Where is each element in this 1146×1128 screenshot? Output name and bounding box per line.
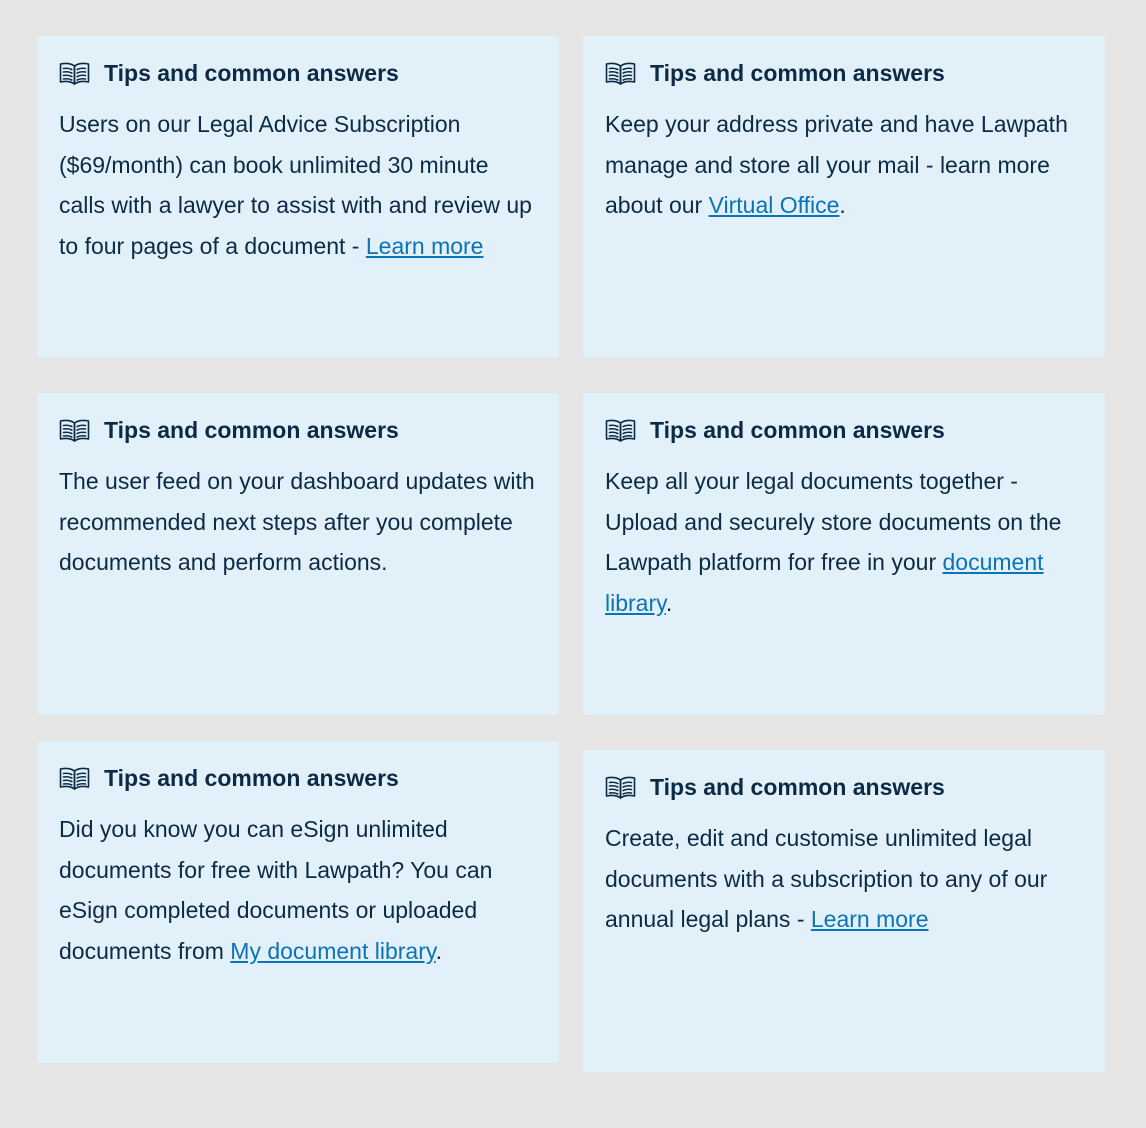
card-title: Tips and common answers xyxy=(650,417,945,443)
card-text-suffix: . xyxy=(839,192,846,218)
card-title: Tips and common answers xyxy=(104,765,399,791)
open-book-icon xyxy=(605,775,636,800)
card-header xyxy=(59,763,539,793)
open-book-icon xyxy=(59,418,90,443)
card-title: Tips and common answers xyxy=(104,60,399,86)
card-text-part: The user feed on your dashboard updates with recommended next steps after you complete documents and perform actions. xyxy=(59,468,535,575)
tip-card xyxy=(37,741,559,1063)
tip-card xyxy=(583,393,1105,715)
card-header xyxy=(605,772,1085,802)
learn-more-link[interactable]: Learn more xyxy=(810,906,929,932)
card-header xyxy=(605,415,1085,445)
tip-card xyxy=(583,36,1105,358)
open-book-icon xyxy=(605,418,636,443)
card-text-suffix: . xyxy=(665,589,673,616)
card-text xyxy=(59,461,539,583)
card-header xyxy=(605,58,1085,88)
card-text xyxy=(605,818,1085,940)
open-book-icon xyxy=(59,766,90,791)
card-text-part: Keep all your legal documents together - Upload and securely store documents on the Lawpath platform for free in your xyxy=(605,468,1062,575)
document-library-link[interactable]: document library xyxy=(605,549,1044,616)
card-text-part: Keep your address private and have Lawpath manage and store all your mail - learn more about our xyxy=(605,111,1068,218)
my-document-library-link[interactable]: My document library xyxy=(230,937,436,964)
card-text xyxy=(605,461,1085,623)
card-text-part: Create, edit and customise unlimited legal documents with a subscription to any of our annual legal plans - xyxy=(605,825,1048,932)
card-title: Tips and common answers xyxy=(650,774,945,800)
card-text xyxy=(59,809,539,971)
tip-card xyxy=(37,36,559,358)
card-title: Tips and common answers xyxy=(104,417,399,443)
tip-card xyxy=(37,393,559,715)
card-text-suffix: . xyxy=(435,937,443,964)
card-header xyxy=(59,415,539,445)
card-text-part: Users on our Legal Advice Subscription ($69/month) can book unlimited 30 minute calls with a lawyer to assist with and review up to four pages of a document - xyxy=(59,111,532,259)
card-text xyxy=(59,104,539,266)
open-book-icon xyxy=(605,61,636,86)
learn-more-link[interactable]: Learn more xyxy=(365,232,484,259)
open-book-icon xyxy=(59,61,90,86)
tip-card xyxy=(583,750,1105,1072)
card-text-part: Did you know you can eSign unlimited documents for free with Lawpath? You can eSign completed documents or uploaded documents from xyxy=(59,816,493,964)
card-text xyxy=(605,104,1085,226)
card-title: Tips and common answers xyxy=(650,60,945,86)
virtual-office-link[interactable]: Virtual Office xyxy=(708,192,840,218)
card-header xyxy=(59,58,539,88)
